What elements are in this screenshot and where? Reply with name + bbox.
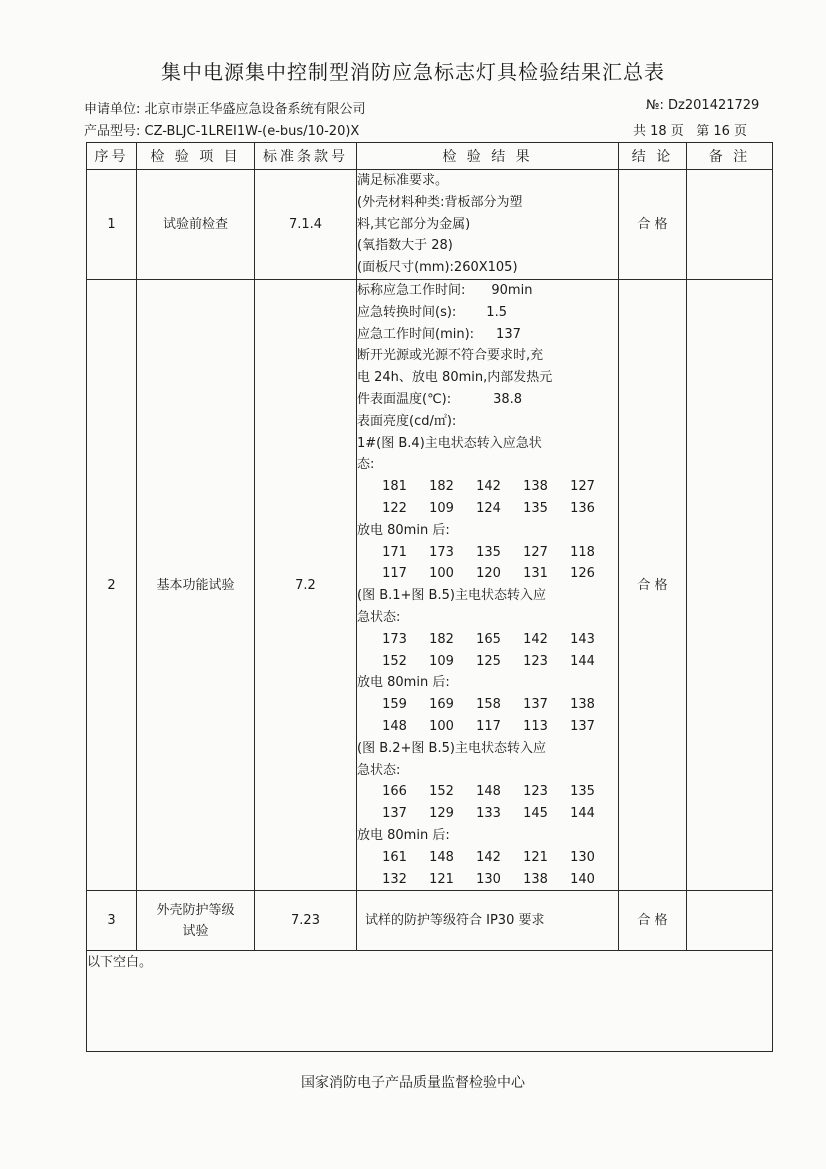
value: 109 bbox=[429, 500, 454, 516]
table-row bbox=[87, 279, 773, 890]
value: 126 bbox=[570, 566, 595, 582]
col-header-conclusion: 结 论 bbox=[619, 143, 687, 170]
row-result bbox=[357, 279, 619, 890]
group-heading: (图 B.1+图 B.5)主电状态转入应 bbox=[357, 588, 546, 604]
transfer-time-value: 1.5 bbox=[486, 304, 507, 320]
value: 127 bbox=[570, 479, 595, 495]
value: 120 bbox=[476, 566, 501, 582]
results-table bbox=[86, 142, 773, 1052]
value: 135 bbox=[570, 784, 595, 800]
value: 117 bbox=[382, 566, 407, 582]
value-row bbox=[357, 869, 618, 891]
value: 138 bbox=[570, 697, 595, 713]
value: 135 bbox=[476, 544, 501, 560]
rated-time-label: 标称应急工作时间: bbox=[357, 282, 466, 298]
value: 113 bbox=[523, 718, 548, 734]
value: 121 bbox=[523, 849, 548, 865]
total-pages: 共 18 页 bbox=[633, 124, 684, 139]
value: 133 bbox=[476, 806, 501, 822]
row-no: 2 bbox=[87, 279, 137, 890]
value: 144 bbox=[570, 653, 595, 669]
value: 142 bbox=[476, 849, 501, 865]
value: 138 bbox=[523, 871, 548, 887]
table-row bbox=[87, 170, 773, 280]
value: 152 bbox=[382, 653, 407, 669]
value: 137 bbox=[523, 697, 548, 713]
col-header-remark: 备 注 bbox=[687, 143, 773, 170]
after-discharge-label: 放电 80min 后: bbox=[357, 522, 450, 538]
result-line: 电 24h、放电 80min,内部发热元 bbox=[357, 370, 553, 386]
work-time-line bbox=[357, 324, 618, 346]
group-heading: 1#(图 B.4)主电状态转入应急状 bbox=[357, 435, 542, 451]
value: 100 bbox=[429, 566, 454, 582]
value: 140 bbox=[570, 871, 595, 887]
value: 130 bbox=[476, 871, 501, 887]
group-heading: 急状态: bbox=[357, 609, 401, 625]
applicant-line bbox=[84, 98, 366, 117]
work-time-value: 137 bbox=[496, 326, 521, 342]
item-line: 试验 bbox=[182, 923, 209, 939]
model-line bbox=[84, 120, 359, 139]
value: 132 bbox=[382, 871, 407, 887]
row-conclusion: 合 格 bbox=[619, 279, 687, 890]
value: 173 bbox=[429, 544, 454, 560]
value-row bbox=[357, 803, 618, 825]
blank-note: 以下空白。 bbox=[87, 951, 773, 1052]
value: 166 bbox=[382, 784, 407, 800]
value: 127 bbox=[523, 544, 548, 560]
row-no: 3 bbox=[87, 891, 137, 951]
result-line: (氧指数大于 28) bbox=[357, 238, 453, 254]
report-number-label: №: bbox=[646, 98, 664, 113]
value: 165 bbox=[476, 631, 501, 647]
value: 125 bbox=[476, 653, 501, 669]
value: 169 bbox=[429, 697, 454, 713]
value: 143 bbox=[570, 631, 595, 647]
value: 171 bbox=[382, 544, 407, 560]
after-discharge-label: 放电 80min 后: bbox=[357, 827, 450, 843]
value: 130 bbox=[570, 849, 595, 865]
work-time-label: 应急工作时间(min): bbox=[357, 326, 475, 342]
report-number-value: Dz201421729 bbox=[668, 98, 760, 113]
value: 144 bbox=[570, 806, 595, 822]
issuing-organization: 国家消防电子产品质量监督检验中心 bbox=[301, 1075, 525, 1091]
result-line: 断开光源或光源不符合要求时,充 bbox=[357, 348, 544, 364]
value: 117 bbox=[476, 718, 501, 734]
col-header-no: 序号 bbox=[87, 143, 137, 170]
table-header-row bbox=[87, 143, 773, 170]
value-row bbox=[357, 563, 618, 585]
row-remark bbox=[687, 891, 773, 951]
value: 145 bbox=[523, 806, 548, 822]
value: 181 bbox=[382, 479, 407, 495]
value: 138 bbox=[523, 479, 548, 495]
value: 124 bbox=[476, 500, 501, 516]
result-line: (外壳材料种类:背板部分为塑 bbox=[357, 194, 523, 210]
value-row bbox=[357, 498, 618, 520]
group-heading: 态: bbox=[357, 457, 375, 473]
value-row bbox=[357, 716, 618, 738]
value: 118 bbox=[570, 544, 595, 560]
row-result: 试样的防护等级符合 IP30 要求 bbox=[357, 891, 619, 951]
value: 137 bbox=[570, 718, 595, 734]
value: 123 bbox=[523, 784, 548, 800]
result-line: 满足标准要求。 bbox=[357, 173, 449, 188]
value: 158 bbox=[476, 697, 501, 713]
value-row bbox=[357, 781, 618, 803]
value: 182 bbox=[429, 631, 454, 647]
value: 173 bbox=[382, 631, 407, 647]
value: 142 bbox=[523, 631, 548, 647]
result-line: (面板尺寸(mm):260X105) bbox=[357, 260, 518, 276]
table-row bbox=[87, 891, 773, 951]
applicant-label: 申请单位: bbox=[84, 102, 141, 117]
rated-time-line bbox=[357, 280, 618, 302]
value: 152 bbox=[429, 784, 454, 800]
row-clause: 7.2 bbox=[255, 279, 357, 890]
row-clause: 7.1.4 bbox=[255, 170, 357, 280]
value: 122 bbox=[382, 500, 407, 516]
row-conclusion: 合 格 bbox=[619, 891, 687, 951]
value-row bbox=[357, 847, 618, 869]
current-page: 第 16 页 bbox=[696, 124, 748, 139]
value: 121 bbox=[429, 871, 454, 887]
row-clause: 7.23 bbox=[255, 891, 357, 951]
row-no: 1 bbox=[87, 170, 137, 280]
row-remark bbox=[687, 279, 773, 890]
model-value: CZ-BLJC-1LREⅠ1W-(e-bus/10-20)X bbox=[144, 124, 360, 139]
transfer-time-label: 应急转换时间(s): bbox=[357, 304, 457, 320]
model-label: 产品型号: bbox=[84, 124, 141, 139]
value: 182 bbox=[429, 479, 454, 495]
row-result bbox=[357, 170, 619, 280]
value: 148 bbox=[429, 849, 454, 865]
value: 136 bbox=[570, 500, 595, 516]
value: 129 bbox=[429, 806, 454, 822]
after-discharge-label: 放电 80min 后: bbox=[357, 675, 450, 691]
document-title: 集中电源集中控制型消防应急标志灯具检验结果汇总表 bbox=[161, 60, 665, 84]
value: 159 bbox=[382, 697, 407, 713]
group-heading: 急状态: bbox=[357, 762, 401, 778]
page-info bbox=[633, 120, 747, 139]
value: 131 bbox=[523, 566, 548, 582]
transfer-time-line bbox=[357, 302, 618, 324]
row-remark bbox=[687, 170, 773, 280]
row-item bbox=[137, 891, 255, 951]
col-header-clause: 标准条款号 bbox=[255, 143, 357, 170]
value: 123 bbox=[523, 653, 548, 669]
value-row bbox=[357, 542, 618, 564]
value: 148 bbox=[382, 718, 407, 734]
result-line: 表面亮度(cd/㎡): bbox=[357, 413, 457, 429]
value: 137 bbox=[382, 806, 407, 822]
value: 135 bbox=[523, 500, 548, 516]
value: 100 bbox=[429, 718, 454, 734]
row-item: 基本功能试验 bbox=[137, 279, 255, 890]
value-row bbox=[357, 629, 618, 651]
value: 161 bbox=[382, 849, 407, 865]
temperature-value: 38.8 bbox=[493, 391, 523, 407]
temperature-line bbox=[357, 389, 618, 411]
col-header-item: 检 验 项 目 bbox=[137, 143, 255, 170]
value-row bbox=[357, 476, 618, 498]
result-line: 料,其它部分为金属) bbox=[357, 216, 471, 232]
rated-time-value: 90min bbox=[491, 282, 533, 298]
report-number bbox=[646, 98, 759, 113]
value: 109 bbox=[429, 653, 454, 669]
group-heading: (图 B.2+图 B.5)主电状态转入应 bbox=[357, 740, 546, 756]
value: 148 bbox=[476, 784, 501, 800]
row-item: 试验前检查 bbox=[137, 170, 255, 280]
row-conclusion: 合 格 bbox=[619, 170, 687, 280]
value-row bbox=[357, 694, 618, 716]
col-header-result: 检 验 结 果 bbox=[357, 143, 619, 170]
temperature-label: 件表面温度(℃): bbox=[357, 391, 452, 407]
value: 142 bbox=[476, 479, 501, 495]
applicant-value: 北京市崇正华盛应急设备系统有限公司 bbox=[144, 102, 366, 117]
blank-row bbox=[87, 951, 773, 1052]
value-row bbox=[357, 651, 618, 673]
item-line: 外壳防护等级 bbox=[156, 902, 235, 918]
